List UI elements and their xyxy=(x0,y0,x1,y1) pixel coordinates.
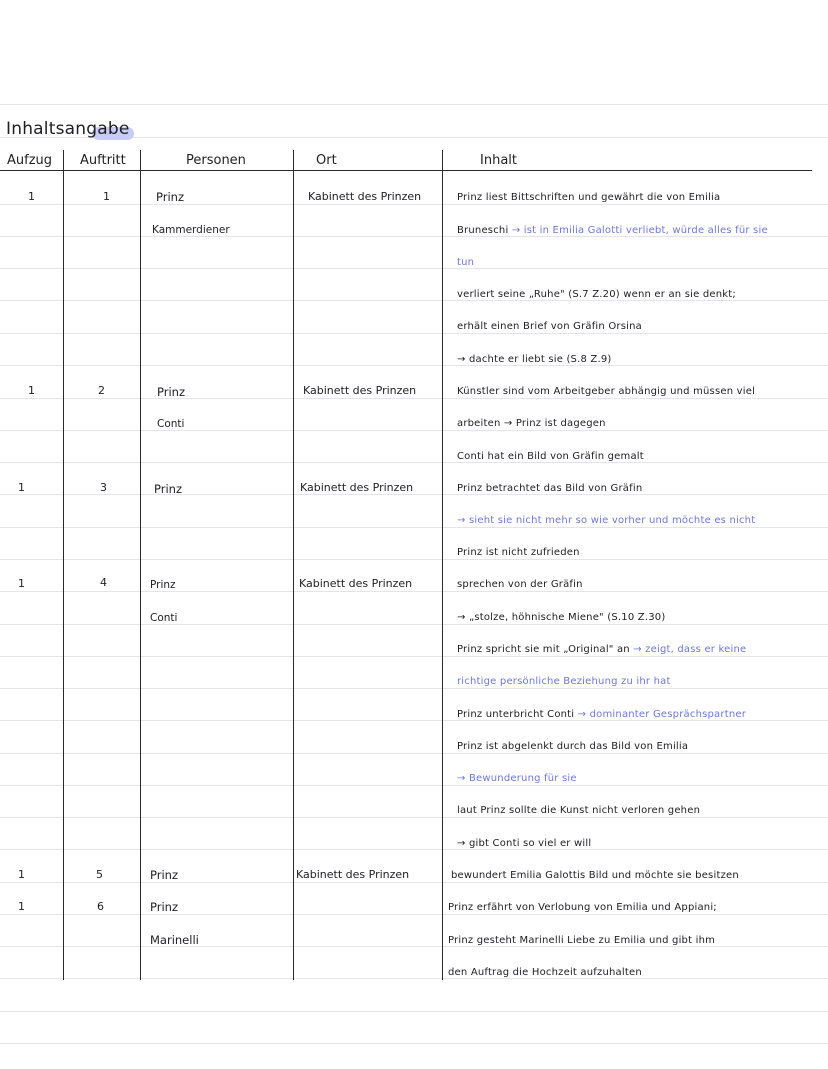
content-line: laut Prinz sollte die Kunst nicht verloren gehen xyxy=(457,805,701,816)
aufzug-cell: 1 xyxy=(28,384,35,397)
person-cell: Prinz xyxy=(150,579,176,591)
content-line: Prinz spricht sie mit „Original" an → zeigt, dass er keine xyxy=(457,644,747,655)
auftritt-cell: 3 xyxy=(100,481,107,494)
person-cell: Prinz xyxy=(156,190,184,204)
aufzug-cell: 1 xyxy=(18,868,25,881)
content-line: → dachte er liebt sie (S.8 Z.9) xyxy=(457,354,612,365)
person-cell: Conti xyxy=(150,612,178,624)
auftritt-cell: 4 xyxy=(100,576,107,589)
content-line: Prinz unterbricht Conti → dominanter Gesprächspartner xyxy=(457,709,747,720)
auftritt-cell: 2 xyxy=(98,384,105,397)
aufzug-cell: 1 xyxy=(18,577,25,590)
content-line: Conti hat ein Bild von Gräfin gemalt xyxy=(457,451,644,462)
content-line: Prinz betrachtet das Bild von Gräfin xyxy=(457,483,643,494)
column-divider xyxy=(63,150,64,980)
person-cell: Conti xyxy=(157,418,185,430)
content-line: Künstler sind vom Arbeitgeber abhängig und müssen viel xyxy=(457,386,756,397)
content-line: → Bewunderung für sie xyxy=(457,773,577,784)
content-line: Prinz ist nicht zufrieden xyxy=(457,547,580,558)
person-cell: Prinz xyxy=(150,900,178,914)
content-line: erhält einen Brief von Gräfin Orsina xyxy=(457,321,642,332)
aufzug-cell: 1 xyxy=(18,900,25,913)
auftritt-cell: 1 xyxy=(103,190,110,203)
content-line: verliert seine „Ruhe" (S.7 Z.20) wenn er an sie denkt; xyxy=(457,289,736,300)
person-cell: Prinz xyxy=(150,868,178,882)
content-line: Prinz erfährt von Verlobung von Emilia und Appiani; xyxy=(448,902,717,913)
person-cell: Marinelli xyxy=(150,933,199,947)
content-line: richtige persönliche Beziehung zu ihr hat xyxy=(457,676,671,687)
page-title: Inhaltsangabe xyxy=(6,119,130,139)
ort-cell: Kabinett des Prinzen xyxy=(300,481,414,494)
person-cell: Kammerdiener xyxy=(152,224,230,236)
header-personen: Personen xyxy=(186,153,246,168)
column-divider xyxy=(140,150,141,980)
ort-cell: Kabinett des Prinzen xyxy=(303,384,417,397)
content-line: arbeiten → Prinz ist dagegen xyxy=(457,418,606,429)
content-line: tun xyxy=(457,257,475,268)
column-divider xyxy=(293,150,294,980)
auftritt-cell: 5 xyxy=(96,868,103,881)
content-line: Prinz ist abgelenkt durch das Bild von Emilia xyxy=(457,741,689,752)
content-line: Bruneschi → ist in Emilia Galotti verliebt, würde alles für sie xyxy=(457,225,768,236)
content-line: → „stolze, höhnische Miene" (S.10 Z.30) xyxy=(457,612,666,623)
header-inhalt: Inhalt xyxy=(480,153,517,168)
ort-cell: Kabinett des Prinzen xyxy=(296,868,410,881)
person-cell: Prinz xyxy=(154,482,182,496)
header-auftritt: Auftritt xyxy=(80,153,126,168)
header-ort: Ort xyxy=(316,153,337,168)
content-line: → sieht sie nicht mehr so wie vorher und möchte es nicht xyxy=(457,515,756,526)
content-line: → gibt Conti so viel er will xyxy=(457,838,592,849)
content-line: den Auftrag die Hochzeit aufzuhalten xyxy=(448,967,642,978)
column-divider xyxy=(442,150,443,980)
auftritt-cell: 6 xyxy=(97,900,104,913)
aufzug-cell: 1 xyxy=(28,190,35,203)
header-underline xyxy=(0,170,812,171)
ort-cell: Kabinett des Prinzen xyxy=(308,190,422,203)
ort-cell: Kabinett des Prinzen xyxy=(299,577,413,590)
aufzug-cell: 1 xyxy=(18,481,25,494)
content-line: Prinz liest Bittschriften und gewährt die von Emilia xyxy=(457,192,721,203)
content-line: sprechen von der Gräfin xyxy=(457,579,583,590)
content-line: Prinz gesteht Marinelli Liebe zu Emilia und gibt ihm xyxy=(448,935,716,946)
header-aufzug: Aufzug xyxy=(7,153,53,168)
content-line: bewundert Emilia Galottis Bild und möchte sie besitzen xyxy=(451,870,739,881)
person-cell: Prinz xyxy=(157,385,185,399)
